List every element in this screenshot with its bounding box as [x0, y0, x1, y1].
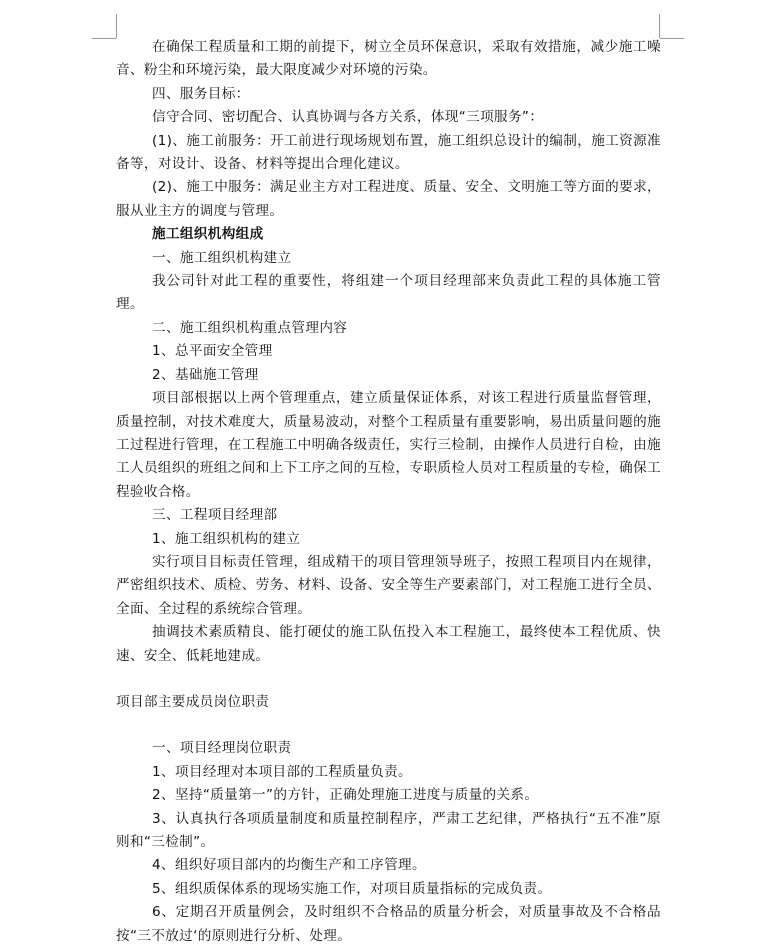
crop-mark-top-left: [116, 14, 117, 38]
paragraph: 6、定期召开质量例会，及时组织不合格品的质量分析会，对质量事故及不合格品按“三不放过‘的原则进行分析、处理。: [116, 904, 661, 944]
document-body: [116, 36, 661, 948]
blank-line: [116, 714, 661, 737]
paragraph: 1、总平面安全管理: [152, 343, 273, 360]
paragraph: 1、项目经理对本项目部的工程质量负责。: [152, 763, 412, 780]
paragraph: 2、基础施工管理: [152, 366, 259, 383]
paragraph: 5、组织质保体系的现场实施工作，对项目质量指标的完成负责。: [152, 880, 552, 897]
paragraph: (2)、施工中服务：满足业主方对工程进度、质量、安全、文明施工等方面的要求，服从业主方的调度与管理。: [116, 179, 661, 219]
crop-mark-top-right: [659, 14, 660, 38]
crop-mark-top-right-h: [660, 38, 684, 39]
paragraph: 三、工程项目经理部: [152, 507, 278, 524]
paragraph: 实行项目目标责任管理，组成精干的项目管理领导班子，按照工程项目内在规律，严密组织技术、质检、劳务、材料、设备、安全等生产要素部门，对工程施工进行全员、全面、全过程的系统综合管理。: [116, 553, 661, 617]
paragraph: 一、项目经理岗位职责: [152, 740, 292, 757]
paragraph: 项目部根据以上两个管理重点，建立质量保证体系，对该工程进行质量监督管理，质量控制，对技术难度大，质量易波动，对整个工程质量有重要影响，易出质量问题的施工过程进行管理，在工程施工中明确各级责任，实行三检制，由操作人员进行自检，由施工人员组织的班组之间和上下工序之间的互检，专职质检人员对工程质量的专检，确保工程验收合格。: [116, 390, 661, 500]
crop-mark-top-left-h: [92, 38, 116, 39]
paragraph: 二、施工组织机构重点管理内容: [152, 319, 348, 336]
paragraph: 2、坚持“质量第一”的方针，正确处理施工进度与质量的关系。: [152, 787, 539, 804]
paragraph: 我公司针对此工程的重要性，将组建一个项目经理部来负责此工程的具体施工管理。: [116, 273, 661, 313]
paragraph: 一、施工组织机构建立: [152, 249, 292, 266]
paragraph: 四、服务目标：: [152, 85, 250, 102]
paragraph: 在确保工程质量和工期的前提下，树立全员环保意识，采取有效措施，减少施工噪音、粉尘和环境污染，最大限度减少对环境的污染。: [116, 39, 661, 79]
paragraph: 抽调技术素质精良、能打硬仗的施工队伍投入本工程施工，最终使本工程优质、快速、安全、低耗地建成。: [116, 624, 661, 664]
blank-line: [116, 668, 661, 691]
subheading: 项目部主要成员岗位职责: [116, 693, 270, 710]
paragraph: 1、施工组织机构的建立: [152, 530, 301, 547]
paragraph: (1)、施工前服务：开工前进行现场规划布置，施工组织总设计的编制，施工资源准备等，对设计、设备、材料等提出合理化建议。: [116, 132, 661, 173]
section-heading: 施工组织机构组成: [152, 226, 264, 243]
paragraph: 4、组织好项目部内的均衡生产和工序管理。: [152, 857, 426, 874]
paragraph: 3、认真执行各项质量制度和质量控制程序，严肃工艺纪律，严格执行“五不准”原则和“三检制”。: [116, 810, 661, 850]
paragraph: 信守合同、密切配合、认真协调与各方关系，体现“三项服务”：: [152, 109, 544, 126]
